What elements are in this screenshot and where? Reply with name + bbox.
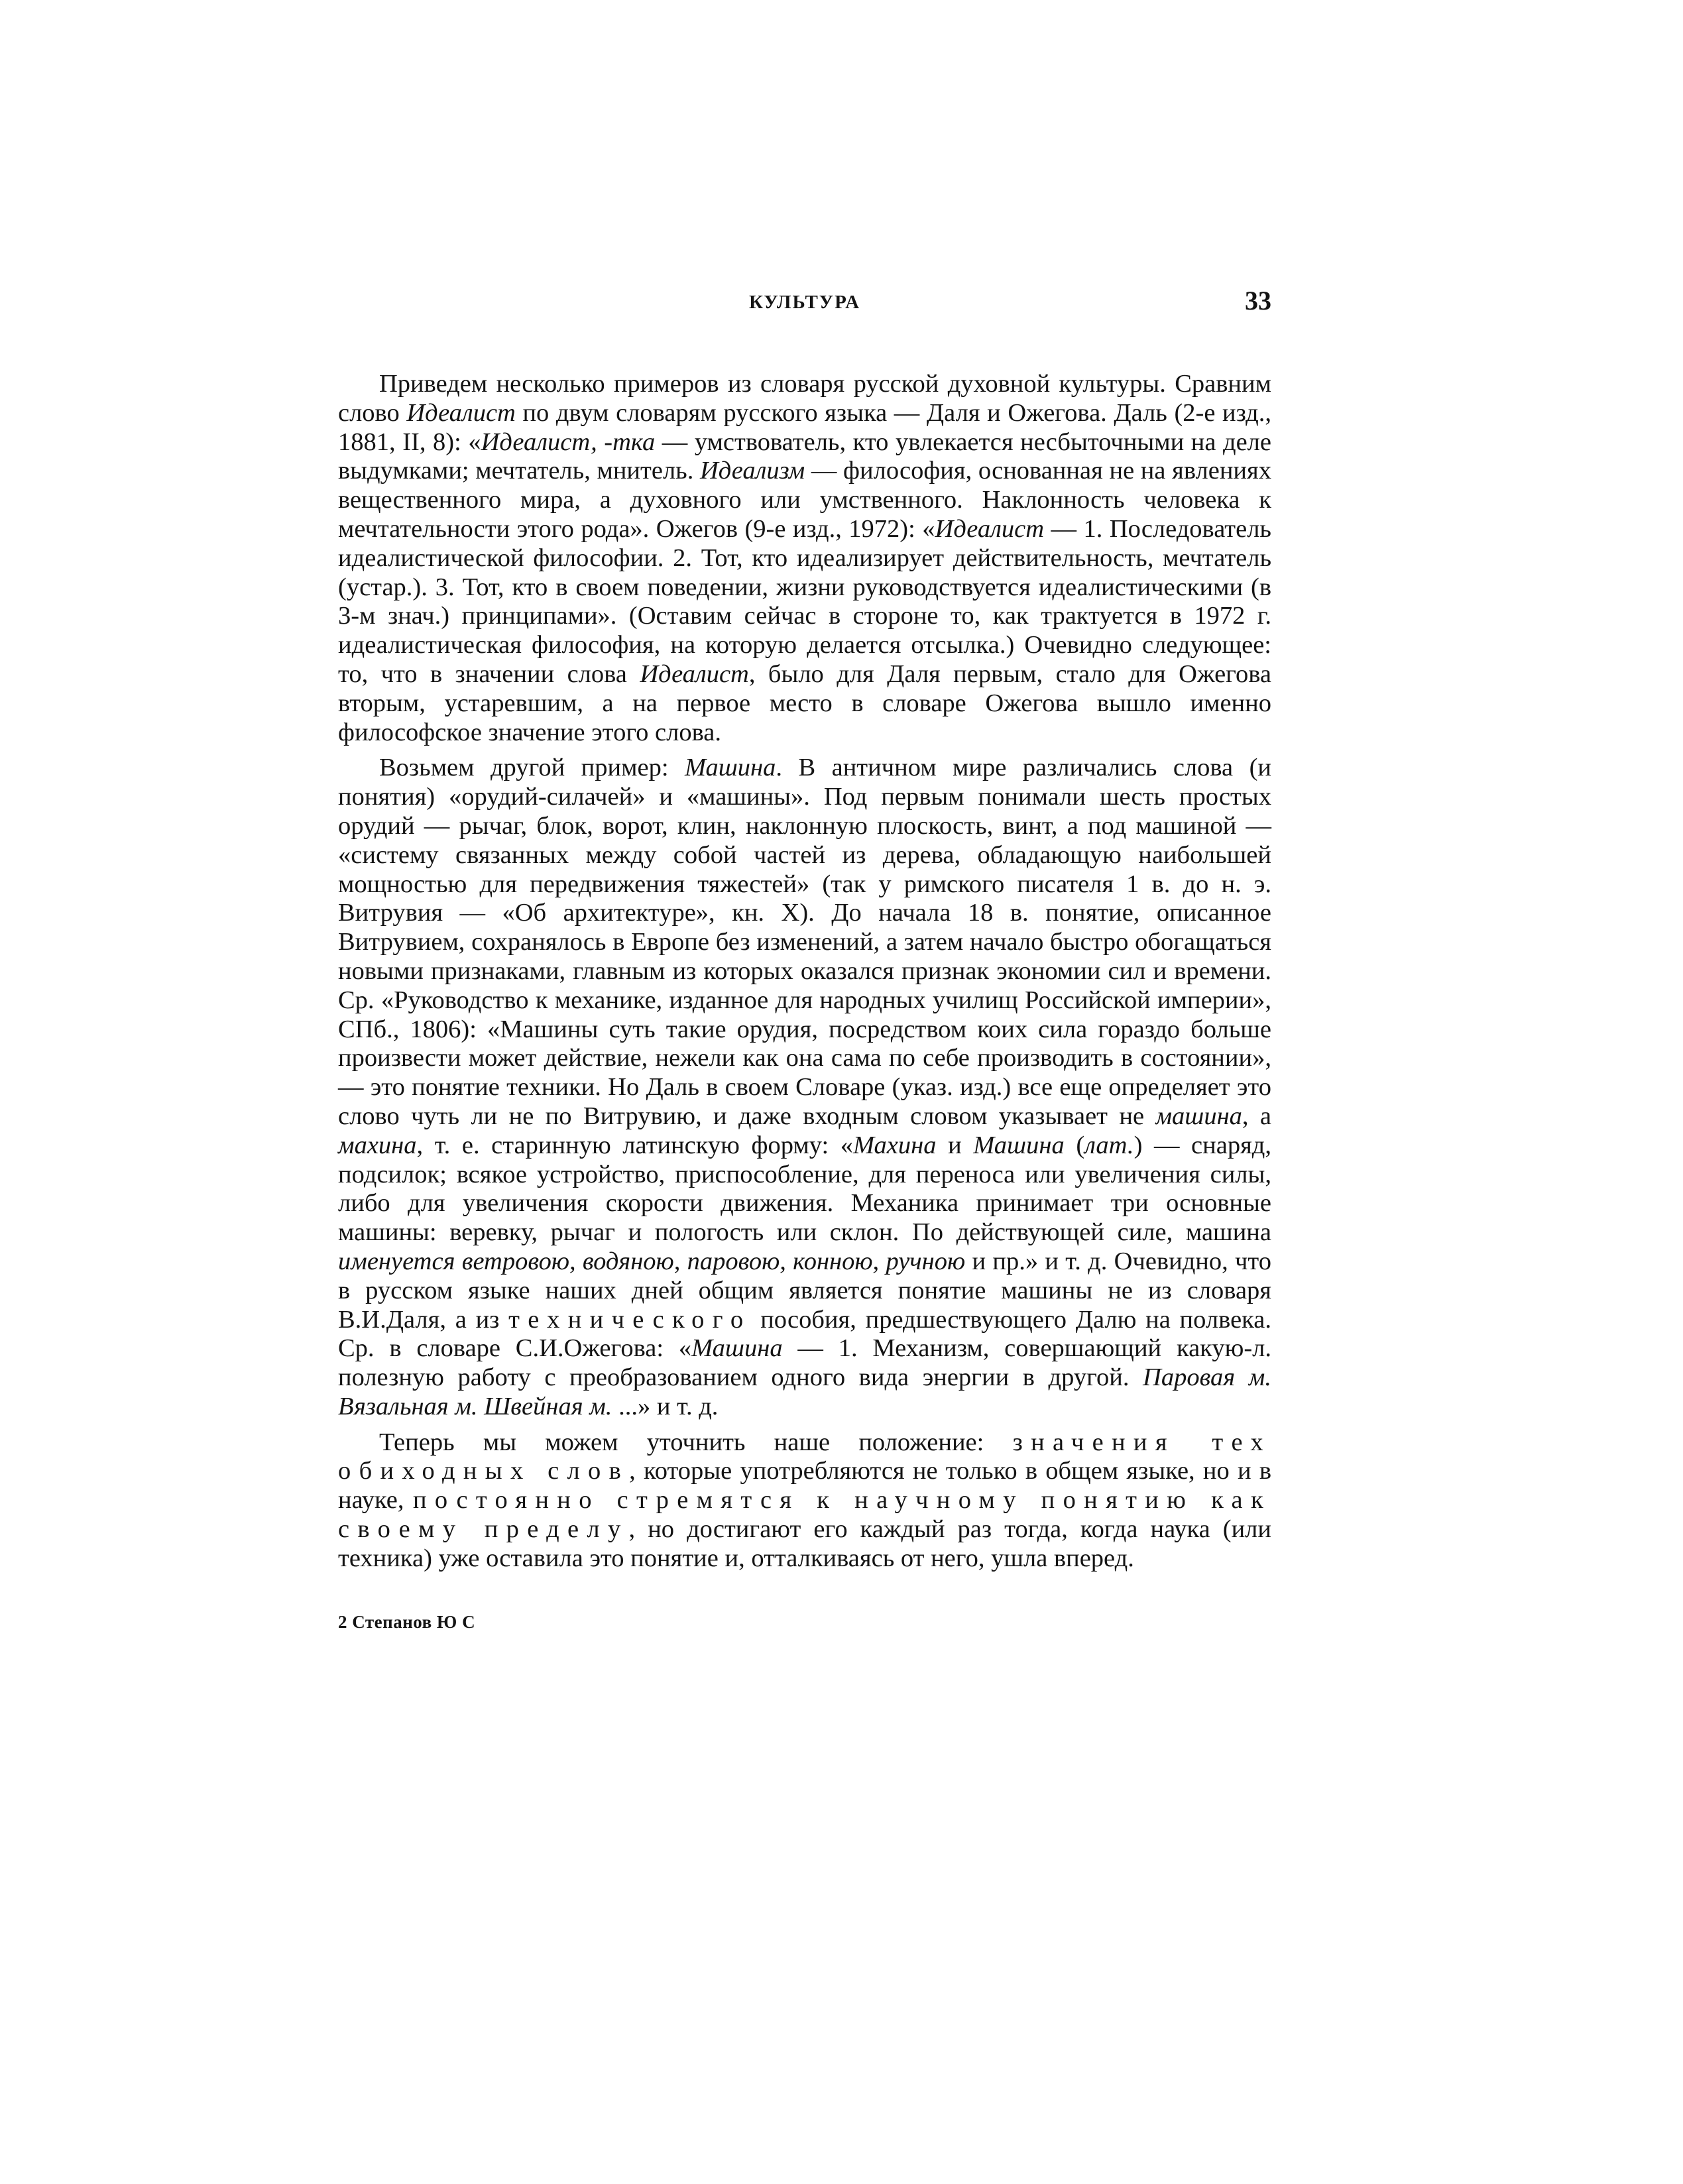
text-run: пособия, предшествующего Далю на полвека. Ср. в словаре С.И.Ожегова: « <box>338 1305 1271 1363</box>
running-head <box>338 285 1271 331</box>
text-run: и пр.» и т. д. Очевидно, что в русском языке наших дней общим является понятие машины не из словаря В.И.Даля, а из <box>338 1247 1271 1334</box>
text-run: и <box>936 1131 974 1159</box>
text-run: , которые употребляются не только в общем языке, но и в науке, <box>338 1457 1271 1515</box>
italic-term: Махина <box>853 1131 937 1159</box>
body-text <box>338 370 1271 1574</box>
paragraph-machine <box>338 754 1271 1421</box>
text-run: Теперь мы можем уточнить наше положение: <box>379 1428 1013 1456</box>
page-number: 33 <box>1245 286 1271 316</box>
text-run: по двум словарям русского языка — Даля и Ожегова. Даль (2-е изд., 1881, II, 8): « <box>338 398 1271 456</box>
text-run: ) — снаряд, подсилок; всякое устройство, приспособление, для переноса или увеличения силы, либо для увеличения скорости движения. Механика принимает три основные машины: веревку, рычаг и пологость или склон. По действующей силе, машина <box>338 1131 1272 1247</box>
italic-term: Идеалист <box>640 660 749 688</box>
spaced-emphasis: постоянно стремятся к научному понятию как своему пределу <box>338 1486 1271 1544</box>
italic-term: Идеалист, -тка <box>481 428 656 456</box>
italic-term: Паровая м. Вязальная м. Швейная м. <box>338 1363 1271 1420</box>
italic-term: Машина <box>691 1334 783 1363</box>
text-run: — 1. Последователь идеалистической философии. 2. Тот, кто идеализирует действительность, мечтатель (устар.). 3. Тот, кто в своем поведении, жизни руководствуется идеалистическими (в 3-м знач.) принципами». (Оставим сейчас в стороне то, как трактуется в 1972 г. идеалистическая философия, на которую делается отсылка.) Очевидно следующее: то, что в значении слова <box>338 514 1271 688</box>
italic-term: Идеалист <box>406 398 516 427</box>
text-run: ( <box>1064 1131 1085 1159</box>
text-run: — философия, основанная не на явлениях вещественного мира, а духовного или умственного. Наклонность человека к мечтательности этого рода». Ожегов (9-е изд., 1972): « <box>338 457 1271 543</box>
spaced-emphasis: технического <box>508 1305 752 1334</box>
signature-mark: 2 Степанов Ю С <box>338 1611 476 1632</box>
book-page <box>338 285 1271 1633</box>
italic-term: лат. <box>1084 1131 1134 1159</box>
text-run: . В античном мире различались слова (и понятия) «орудий-силачей» и «машины». Под первым понимали шесть простых орудий — рычаг, блок, ворот, клин, наклонную плоскость, винт, а под машиной — «систему связанных между собой частей из дерева, обладающую наибольшей мощностью для передвижения тяжестей» (так у римского писателя 1 в. до н. э. Витрувия — «Об архитектуре», кн. X). До начала 18 в. понятие, описанное Витрувием, сохранялось в Европе без изменений, а затем начало быстро обогащаться новыми признаками, главным из которых оказался признак экономии сил и времени. Ср. «Руководство к механике, изданное для народных училищ Российской империи», СПб., 1806): «Машины суть такие орудия, посредством коих сила гораздо больше произвести может действие, нежели как она сама по себе производить в состоянии», — это понятие техники. Но Даль в своем Словаре (указ. изд.) все еще определяет это слово чуть ли не по Витрувию, и даже входным словом указывает не <box>338 754 1271 1130</box>
paragraph-idealist <box>338 370 1271 747</box>
italic-term: Машина <box>684 754 776 782</box>
text-run: Возьмем другой пример: <box>379 754 685 782</box>
text-run: , но достигают его каждый раз тогда, когда наука (или техника) уже оставила это понятие и, отталкиваясь от него, ушла вперед. <box>338 1515 1271 1572</box>
text-run: ...» и т. д. <box>612 1392 719 1420</box>
italic-term: махина <box>338 1131 417 1159</box>
italic-term: Идеалист <box>935 514 1045 543</box>
text-run: Приведем несколько примеров из словаря русской духовной культуры. Сравним слово <box>338 370 1271 427</box>
text-run: — умствователь, кто увлекается несбыточными на деле выдумками; мечтатель, мнитель. <box>338 428 1271 485</box>
paragraph-conclusion <box>338 1428 1271 1574</box>
italic-term: машина <box>1155 1102 1242 1130</box>
text-run: , было для Даля первым, стало для Ожегова вторым, устаревшим, а на первое место в словаре Ожегова вышло именно философское значение этого слова. <box>338 660 1272 746</box>
italic-term: Машина <box>973 1131 1065 1159</box>
spaced-emphasis: значения тех обиходных слов <box>338 1428 1271 1485</box>
text-run: , т. е. старинную латинскую форму: « <box>416 1131 854 1159</box>
italic-term: Идеализм <box>700 457 805 485</box>
text-run: , а <box>1242 1102 1272 1130</box>
italic-term: именуется ветровою, водяною, паровою, конною, ручною <box>338 1247 966 1275</box>
text-run: — 1. Механизм, совершающий какую-л. полезную работу с преобразованием одного вида энергии в другой. <box>338 1334 1272 1392</box>
running-title: КУЛЬТУРА <box>748 292 861 313</box>
